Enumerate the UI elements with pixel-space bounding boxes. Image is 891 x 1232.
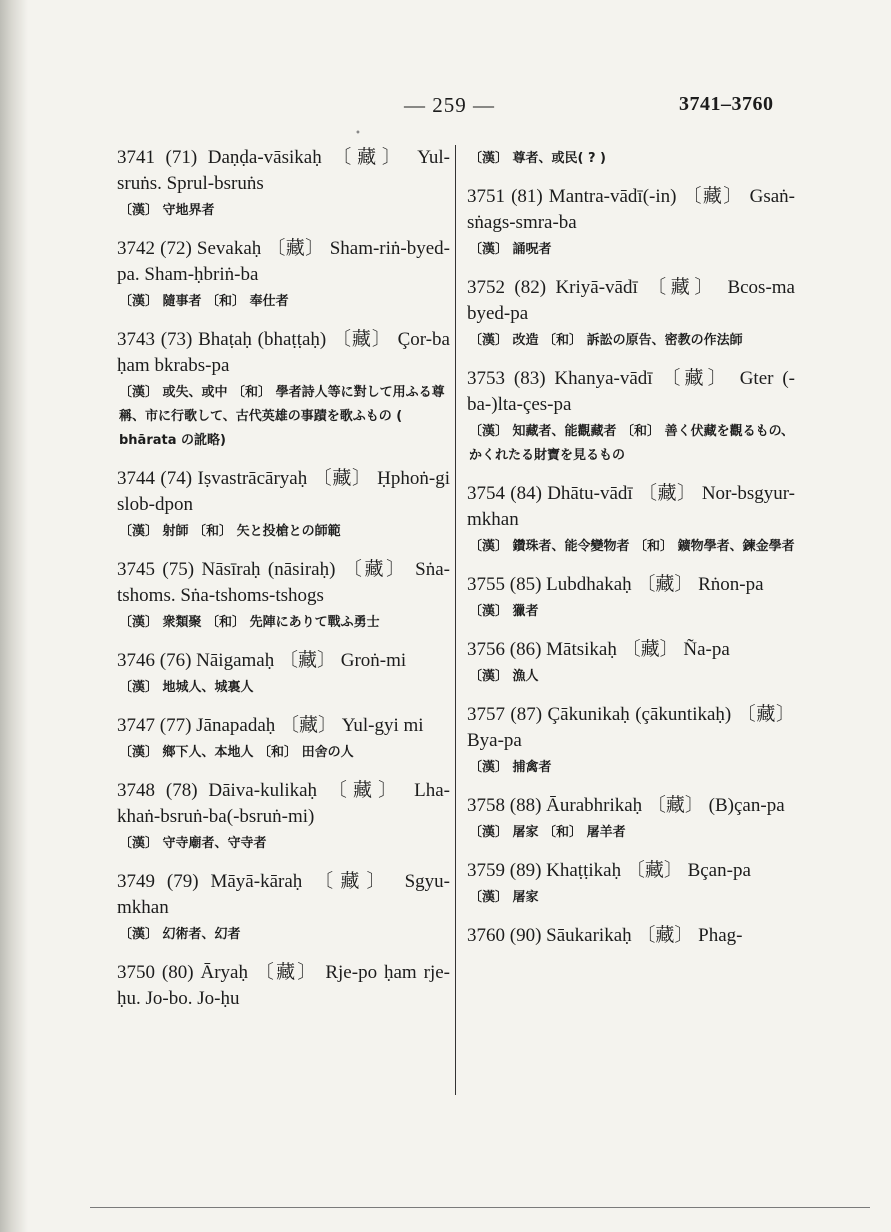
entry-translation: 〔漢〕 尊者、或民( ? ) xyxy=(469,151,607,166)
right-column xyxy=(467,145,795,962)
entry-translation: 〔漢〕 射師 〔和〕 矢と投槍との師範 xyxy=(119,524,341,539)
dictionary-entry xyxy=(467,481,795,559)
entry-headword: 3760 (90) Sāukarikaḥ 〔藏〕 Phag- xyxy=(467,925,743,946)
dictionary-entry xyxy=(117,557,450,635)
entry-translation: 〔漢〕 誦呪者 xyxy=(469,242,552,257)
entry-headword: 3752 (82) Kriyā-vādī 〔藏〕 Bcos-ma byed-pa xyxy=(467,277,795,324)
entry-translation: 〔漢〕 鄉下人、本地人 〔和〕 田舍の人 xyxy=(119,745,354,760)
entry-headword: 3754 (84) Dhātu-vādī 〔藏〕 Nor-bsgyur-mkhan xyxy=(467,483,795,530)
dictionary-entry xyxy=(467,184,795,262)
entry-headword: 3744 (74) Iṣvastrācāryaḥ 〔藏〕 Ḥphoṅ-gi slob-dpon xyxy=(117,468,450,515)
dictionary-entry xyxy=(467,793,795,845)
entry-headword: 3742 (72) Sevakaḥ 〔藏〕 Sham-riṅ-byed-pa. Sham-ḥbriṅ-ba xyxy=(117,238,450,285)
entry-headword: 3757 (87) Çākunikaḥ (çākuntikaḥ) 〔藏〕 Bya-pa xyxy=(467,704,795,751)
page-number: — 259 — xyxy=(404,93,495,117)
entry-headword: 3750 (80) Āryaḥ 〔藏〕 Rje-po ḥam rje-ḥu. Jo-bo. Jo-ḥu xyxy=(117,962,450,1009)
entry-translation: 〔漢〕 屠家 xyxy=(469,890,539,905)
dictionary-entry xyxy=(117,236,450,314)
dictionary-entry xyxy=(117,960,450,1012)
entry-headword: 3741 (71) Daṇḍa-vāsikaḥ 〔藏〕 Yul-sruṅs. Sprul-bsruṅs xyxy=(117,147,450,194)
entry-headword: 3745 (75) Nāsīraḥ (nāsiraḥ) 〔藏〕 Sṅa-tshoms. Sṅa-tshoms-tshogs xyxy=(117,559,450,606)
entry-headword: 3753 (83) Khanya-vādī 〔藏〕 Gter (-ba-)lta-çes-pa xyxy=(467,368,795,415)
entry-translation: 〔漢〕 捕禽者 xyxy=(469,760,552,775)
entry-translation: 〔漢〕 守寺廟者、守寺者 xyxy=(119,836,267,851)
dictionary-entry xyxy=(467,366,795,468)
dictionary-entry xyxy=(117,327,450,453)
entry-translation: 〔漢〕 或失、或中 〔和〕 學者詩人等に對して用ふる尊稱、市に行歌して、古代英雄の事蹟を歌ふもの ( bhārata の訛略) xyxy=(119,385,445,448)
entry-headword: 3749 (79) Māyā-kāraḥ 〔藏〕 Sgyu-mkhan xyxy=(117,871,450,918)
entry-headword: 3758 (88) Āurabhrikaḥ 〔藏〕 (B)çan-pa xyxy=(467,795,785,816)
column-divider xyxy=(455,145,456,1095)
entry-translation: 〔漢〕 地城人、城裏人 xyxy=(119,680,254,695)
dictionary-entry xyxy=(117,778,450,856)
entry-headword: 3759 (89) Khaṭṭikaḥ 〔藏〕 Bçan-pa xyxy=(467,860,751,881)
entry-headword: 3751 (81) Mantra-vādī(-in) 〔藏〕 Gsaṅ-sṅags-smra-ba xyxy=(467,186,795,233)
entry-headword: 3747 (77) Jānapadaḥ 〔藏〕 Yul-gyi mi xyxy=(117,715,424,736)
entry-translation: 〔漢〕 衆類聚 〔和〕 先陣にありて戰ふ勇士 xyxy=(119,615,380,630)
dictionary-entry xyxy=(117,145,450,223)
dictionary-entry xyxy=(467,572,795,624)
entry-translation: 〔漢〕 鑽珠者、能令變物者 〔和〕 鑛物學者、鍊金學者 xyxy=(469,539,795,554)
left-column xyxy=(117,145,450,1025)
dictionary-entry xyxy=(117,869,450,947)
ink-speck: • xyxy=(355,128,361,139)
dictionary-entry xyxy=(467,702,795,780)
entry-translation: 〔漢〕 隨事者 〔和〕 奉仕者 xyxy=(119,294,289,309)
dictionary-entry xyxy=(467,858,795,910)
entry-headword: 3756 (86) Mātsikaḥ 〔藏〕 Ña-pa xyxy=(467,639,730,660)
entry-headword: 3748 (78) Dāiva-kulikaḥ 〔藏〕 Lha-khaṅ-bsruṅ-ba(-bsruṅ-mi) xyxy=(117,780,450,827)
dictionary-entry xyxy=(467,637,795,689)
dictionary-entry xyxy=(117,648,450,700)
bottom-rule xyxy=(90,1207,870,1208)
entry-translation: 〔漢〕 改造 〔和〕 訴訟の原告、密教の作法師 xyxy=(469,333,743,348)
entry-translation: 〔漢〕 獵者 xyxy=(469,604,539,619)
page-header xyxy=(0,93,891,119)
scan-edge xyxy=(0,0,28,1232)
entry-range: 3741–3760 xyxy=(679,93,774,115)
entry-translation: 〔漢〕 知藏者、能觀藏者 〔和〕 善く伏藏を觀るもの、かくれたる財寶を見るもの xyxy=(469,424,795,463)
dictionary-entry xyxy=(467,923,795,949)
entry-translation: 〔漢〕 漁人 xyxy=(469,669,539,684)
dictionary-entry xyxy=(467,147,795,171)
entry-headword: 3755 (85) Lubdhakaḥ 〔藏〕 Rṅon-pa xyxy=(467,574,764,595)
dictionary-entry xyxy=(117,713,450,765)
dictionary-entry xyxy=(117,466,450,544)
entry-headword: 3743 (73) Bhaṭaḥ (bhaṭṭaḥ) 〔藏〕 Çor-ba ḥam bkrabs-pa xyxy=(117,329,450,376)
entry-translation: 〔漢〕 守地界者 xyxy=(119,203,215,218)
dictionary-entry xyxy=(467,275,795,353)
entry-headword: 3746 (76) Nāigamaḥ 〔藏〕 Groṅ-mi xyxy=(117,650,407,671)
entry-translation: 〔漢〕 屠家 〔和〕 屠羊者 xyxy=(469,825,626,840)
entry-translation: 〔漢〕 幻術者、幻者 xyxy=(119,927,241,942)
